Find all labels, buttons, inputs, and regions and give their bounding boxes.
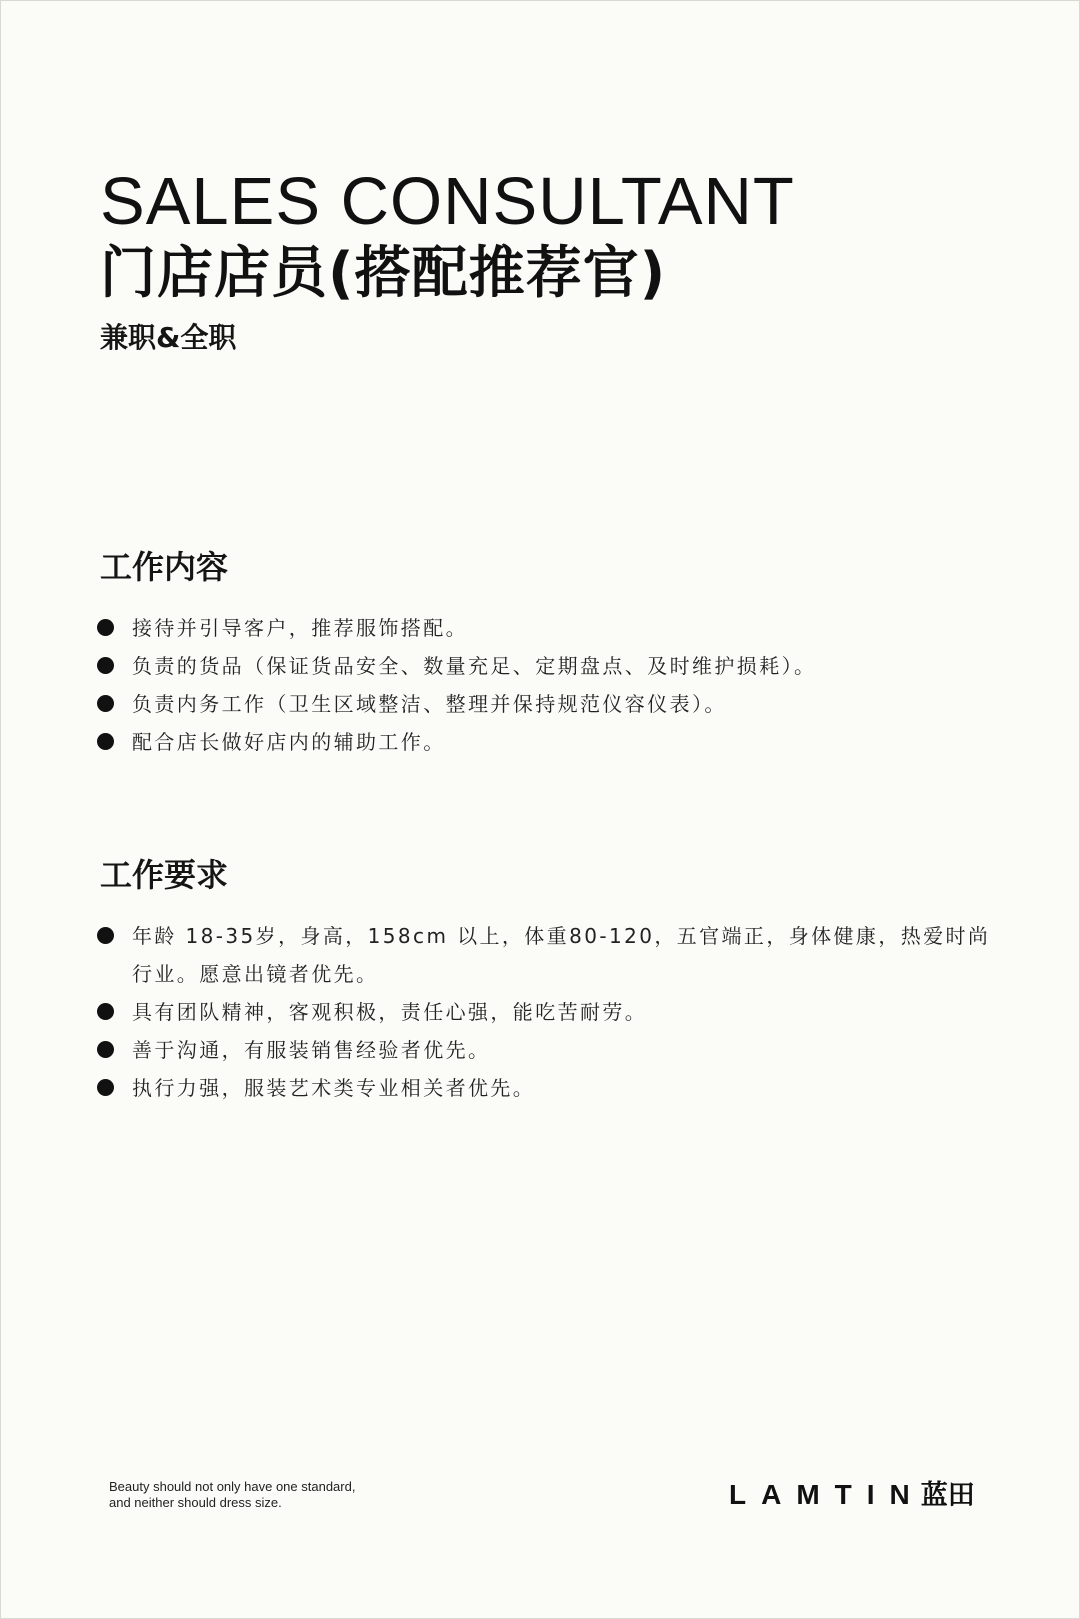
duty-text: 负责内务工作（卫生区域整洁、整理并保持规范仪容仪表）。 (132, 692, 727, 716)
duties-heading: 工作内容 (100, 548, 229, 586)
bullet-dot-icon (97, 733, 114, 750)
brand-wordmark: LAMTIN (729, 1479, 925, 1510)
duty-text: 接待并引导客户，推荐服饰搭配。 (132, 616, 468, 640)
requirement-item (100, 917, 1012, 993)
bullet-dot-icon (97, 1003, 114, 1020)
duties-section (100, 548, 1000, 761)
bullet-dot-icon (97, 1041, 114, 1058)
duty-item (100, 723, 1012, 761)
duty-item (100, 609, 1012, 647)
brand-chinese-name: 蓝田 (920, 1479, 975, 1511)
duty-text: 配合店长做好店内的辅助工作。 (132, 730, 446, 754)
requirement-text: 年龄 18-35岁，身高，158cm 以上，体重80-120，五官端正，身体健康，热爱时尚行业。愿意出镜者优先。 (132, 924, 991, 986)
requirement-item (100, 1069, 1012, 1107)
requirements-section (100, 856, 1000, 1107)
slogan-line: and neither should dress size. (109, 1495, 282, 1510)
requirement-text: 执行力强，服装艺术类专业相关者优先。 (132, 1076, 536, 1100)
bullet-dot-icon (97, 657, 114, 674)
duty-item (100, 647, 1012, 685)
bullet-dot-icon (97, 1079, 114, 1096)
footer-slogan (109, 1479, 429, 1511)
requirement-text: 具有团队精神，客观积极，责任心强，能吃苦耐劳。 (132, 1000, 648, 1024)
duties-list (100, 609, 1000, 761)
requirements-heading: 工作要求 (100, 856, 229, 894)
employment-type: 兼职&全职 (100, 321, 237, 354)
duty-item (100, 685, 1012, 723)
requirement-text: 善于沟通，有服装销售经验者优先。 (132, 1038, 491, 1062)
bullet-dot-icon (97, 927, 114, 944)
requirement-item (100, 993, 1012, 1031)
brand-logo (729, 1480, 975, 1510)
requirement-item (100, 1031, 1012, 1069)
requirements-list (100, 917, 1000, 1107)
duty-text: 负责的货品（保证货品安全、数量充足、定期盘点、及时维护损耗）。 (132, 654, 817, 678)
bullet-dot-icon (97, 695, 114, 712)
page-title-english: SALES CONSULTANT (100, 164, 795, 239)
bullet-dot-icon (97, 619, 114, 636)
slogan-line: Beauty should not only have one standard, (109, 1479, 356, 1494)
page-title-chinese: 门店店员(搭配推荐官) (100, 241, 667, 306)
